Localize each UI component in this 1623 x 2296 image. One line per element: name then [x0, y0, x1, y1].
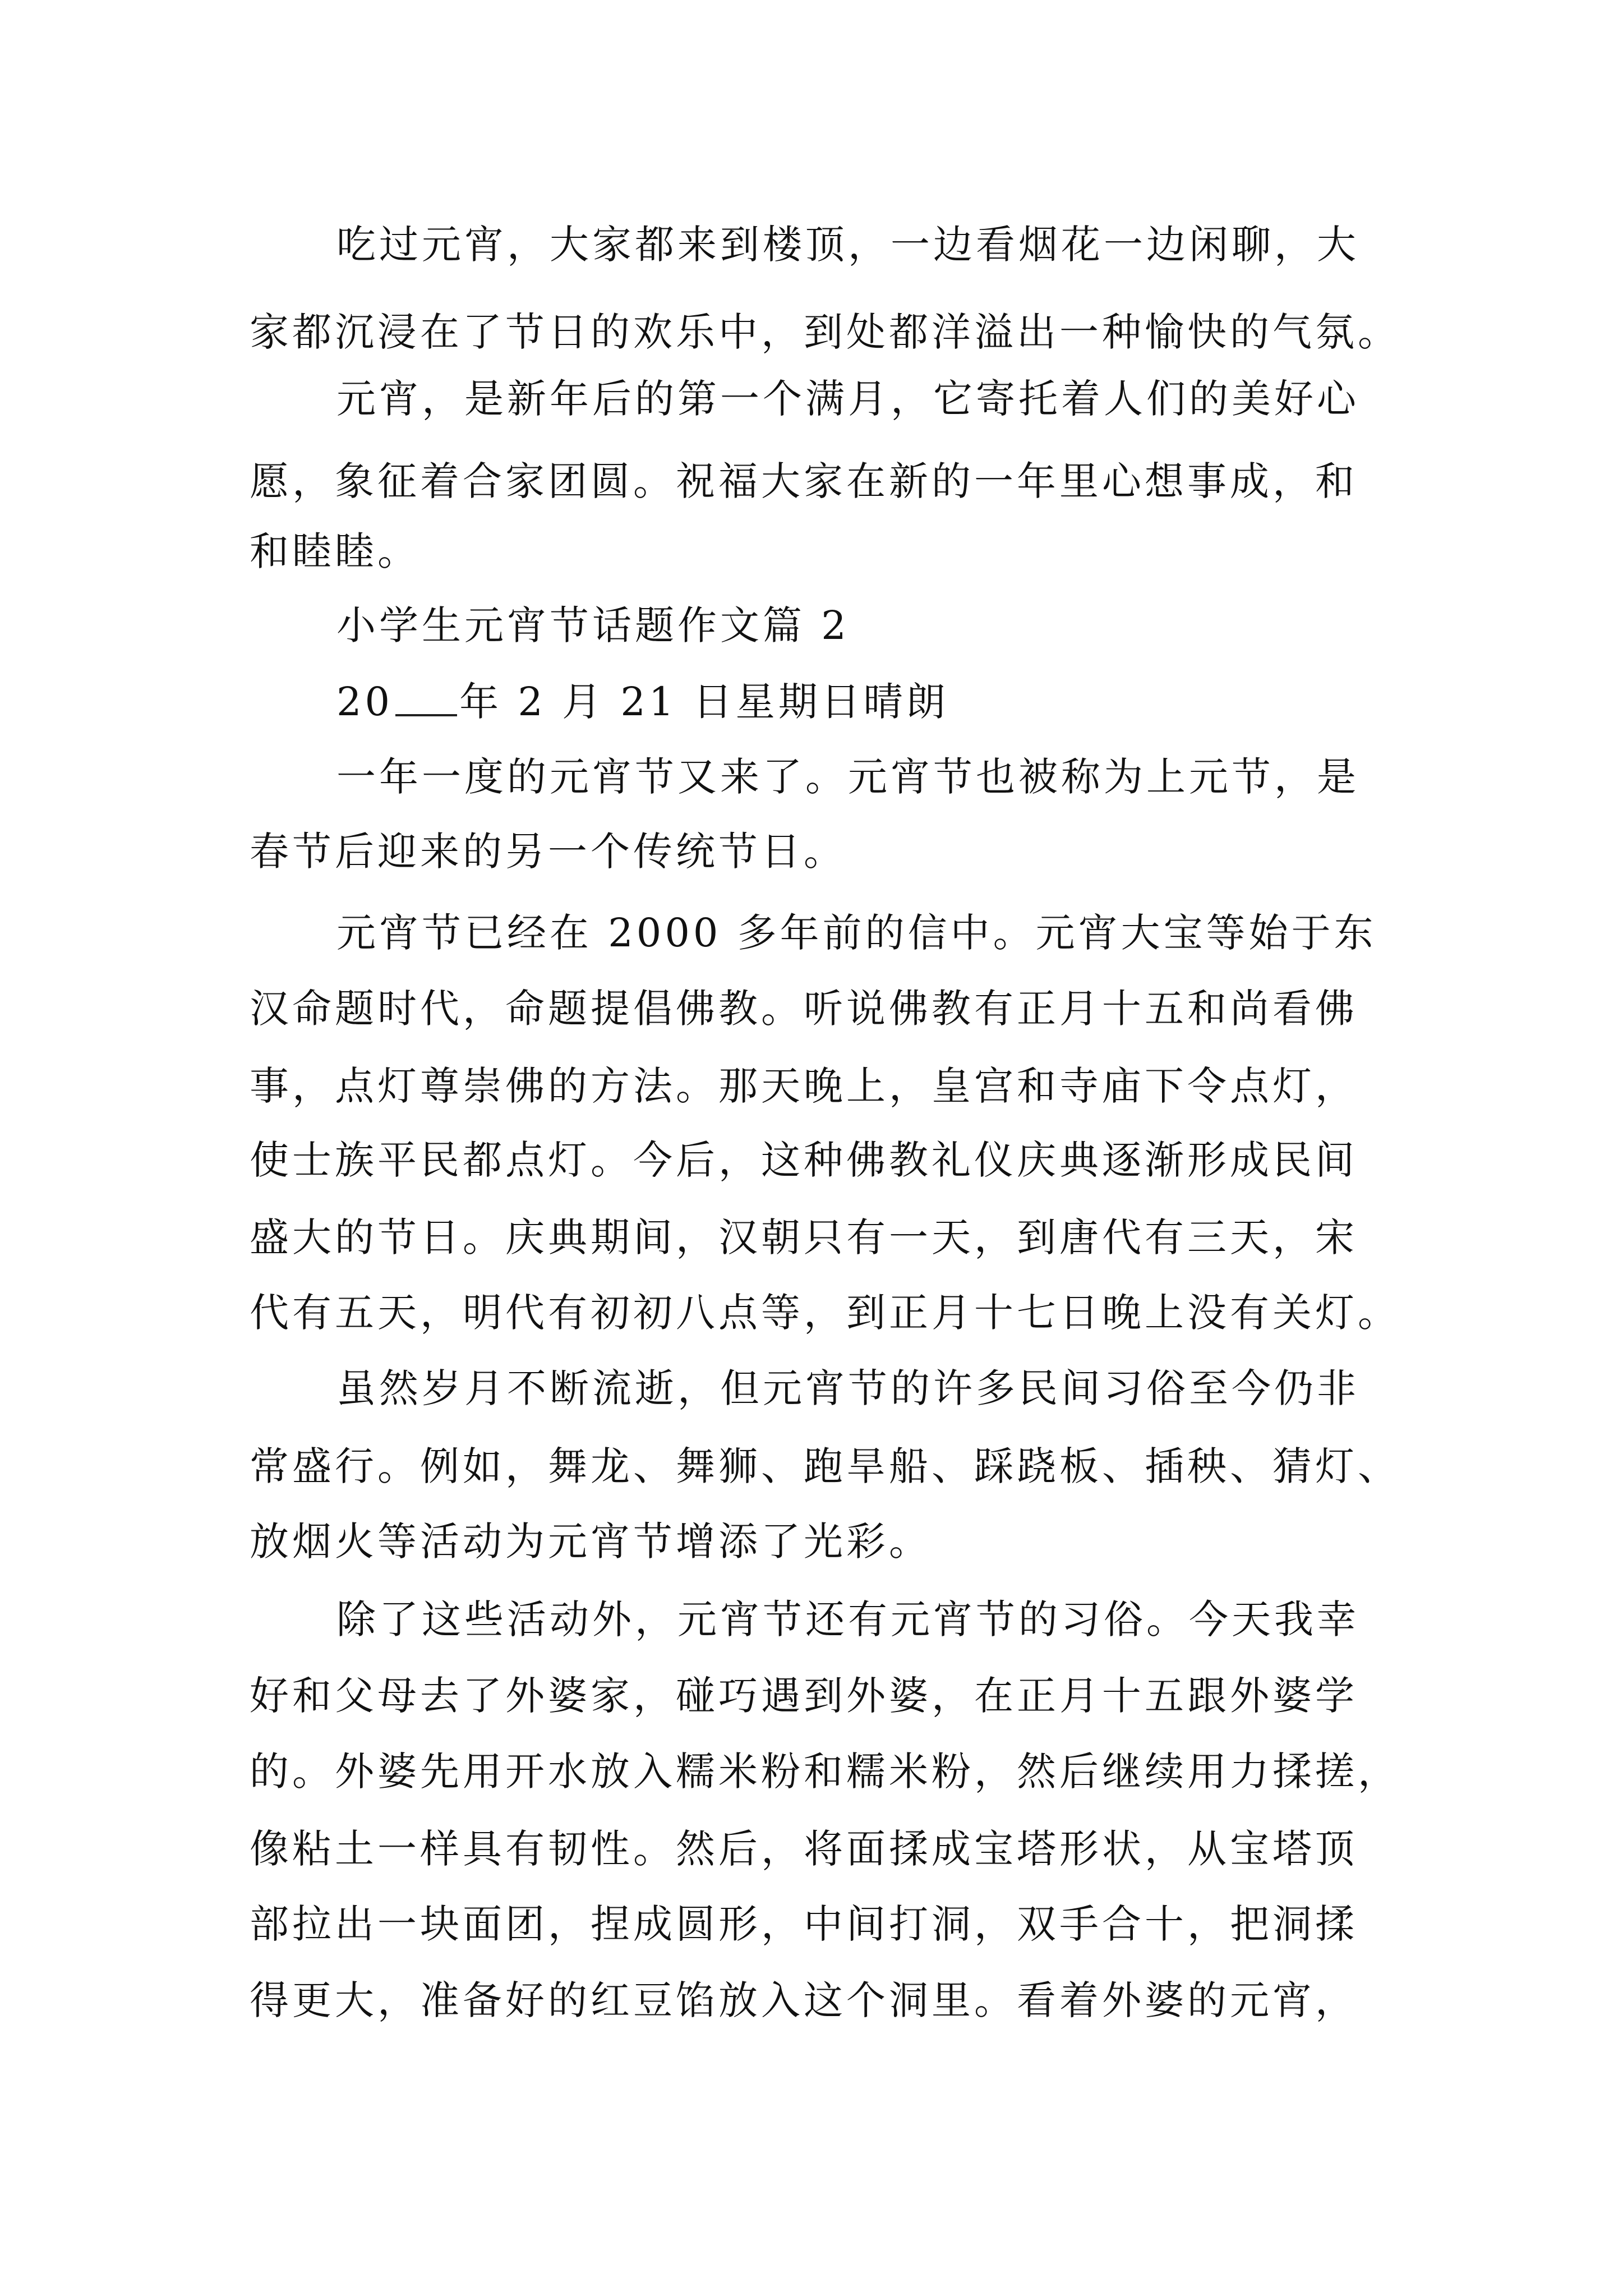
text-line: 愿，象征着合家团圆。祝福大家在新的一年里心想事成，和 — [250, 458, 1358, 504]
date-blank — [395, 680, 457, 716]
text-line: 放烟火等活动为元宵节增添了光彩。 — [250, 1519, 932, 1565]
text-line: 得更大，准备好的红豆馅放入这个洞里。看着外婆的元宵， — [250, 1977, 1358, 2023]
text-line: 汉命题时代，命题提倡佛教。听说佛教有正月十五和尚看佛 — [250, 986, 1358, 1032]
text-line: 像粘土一样具有韧性。然后，将面揉成宝塔形状，从宝塔顶 — [250, 1826, 1358, 1872]
text-line: 除了这些活动外，元宵节还有元宵节的习俗。今天我幸 — [336, 1596, 1359, 1642]
text-line: 事，点灯尊崇佛的方法。那天晚上，皇宫和寺庙下令点灯， — [250, 1063, 1358, 1109]
text-line: 家都沉浸在了节日的欢乐中，到处都洋溢出一种愉快的气氛。 — [250, 309, 1400, 355]
text-line: 常盛行。例如，舞龙、舞狮、跑旱船、踩跷板、插秧、猜灯、 — [250, 1443, 1400, 1489]
text-line: 元宵节已经在 2000 多年前的信中。元宵大宝等始于东 — [336, 910, 1377, 956]
essay-heading: 小学生元宵节话题作文篇 2 — [336, 602, 850, 648]
text-line: 部拉出一块面团，捏成圆形，中间打洞，双手合十，把洞揉 — [250, 1901, 1358, 1947]
text-line: 一年一度的元宵节又来了。元宵节也被称为上元节，是 — [336, 754, 1359, 800]
text-line: 的。外婆先用开水放入糯米粉和糯米粉，然后继续用力揉搓， — [250, 1749, 1400, 1795]
text-line: 吃过元宵，大家都来到楼顶，一边看烟花一边闲聊，大 — [336, 222, 1359, 268]
text-line: 和睦睦。 — [250, 528, 420, 574]
text-line: 春节后迎来的另一个传统节日。 — [250, 829, 846, 875]
date-rest: 年 2 月 21 日星期日晴朗 — [459, 679, 949, 725]
text-line: 使士族平民都点灯。今后，这种佛教礼仪庆典逐渐形成民间 — [250, 1137, 1358, 1183]
text-line: 好和父母去了外婆家，碰巧遇到外婆，在正月十五跟外婆学 — [250, 1673, 1358, 1719]
text-line: 虽然岁月不断流逝，但元宵节的许多民间习俗至今仍非 — [336, 1365, 1359, 1411]
text-line: 代有五天，明代有初初八点等，到正月十七日晚上没有关灯。 — [250, 1290, 1400, 1336]
text-line: 盛大的节日。庆典期间，汉朝只有一天，到唐代有三天，宋 — [250, 1214, 1358, 1260]
text-line: 元宵，是新年后的第一个满月，它寄托着人们的美好心 — [336, 376, 1359, 422]
date-line — [336, 675, 1525, 729]
date-year-prefix: 20 — [336, 679, 394, 725]
